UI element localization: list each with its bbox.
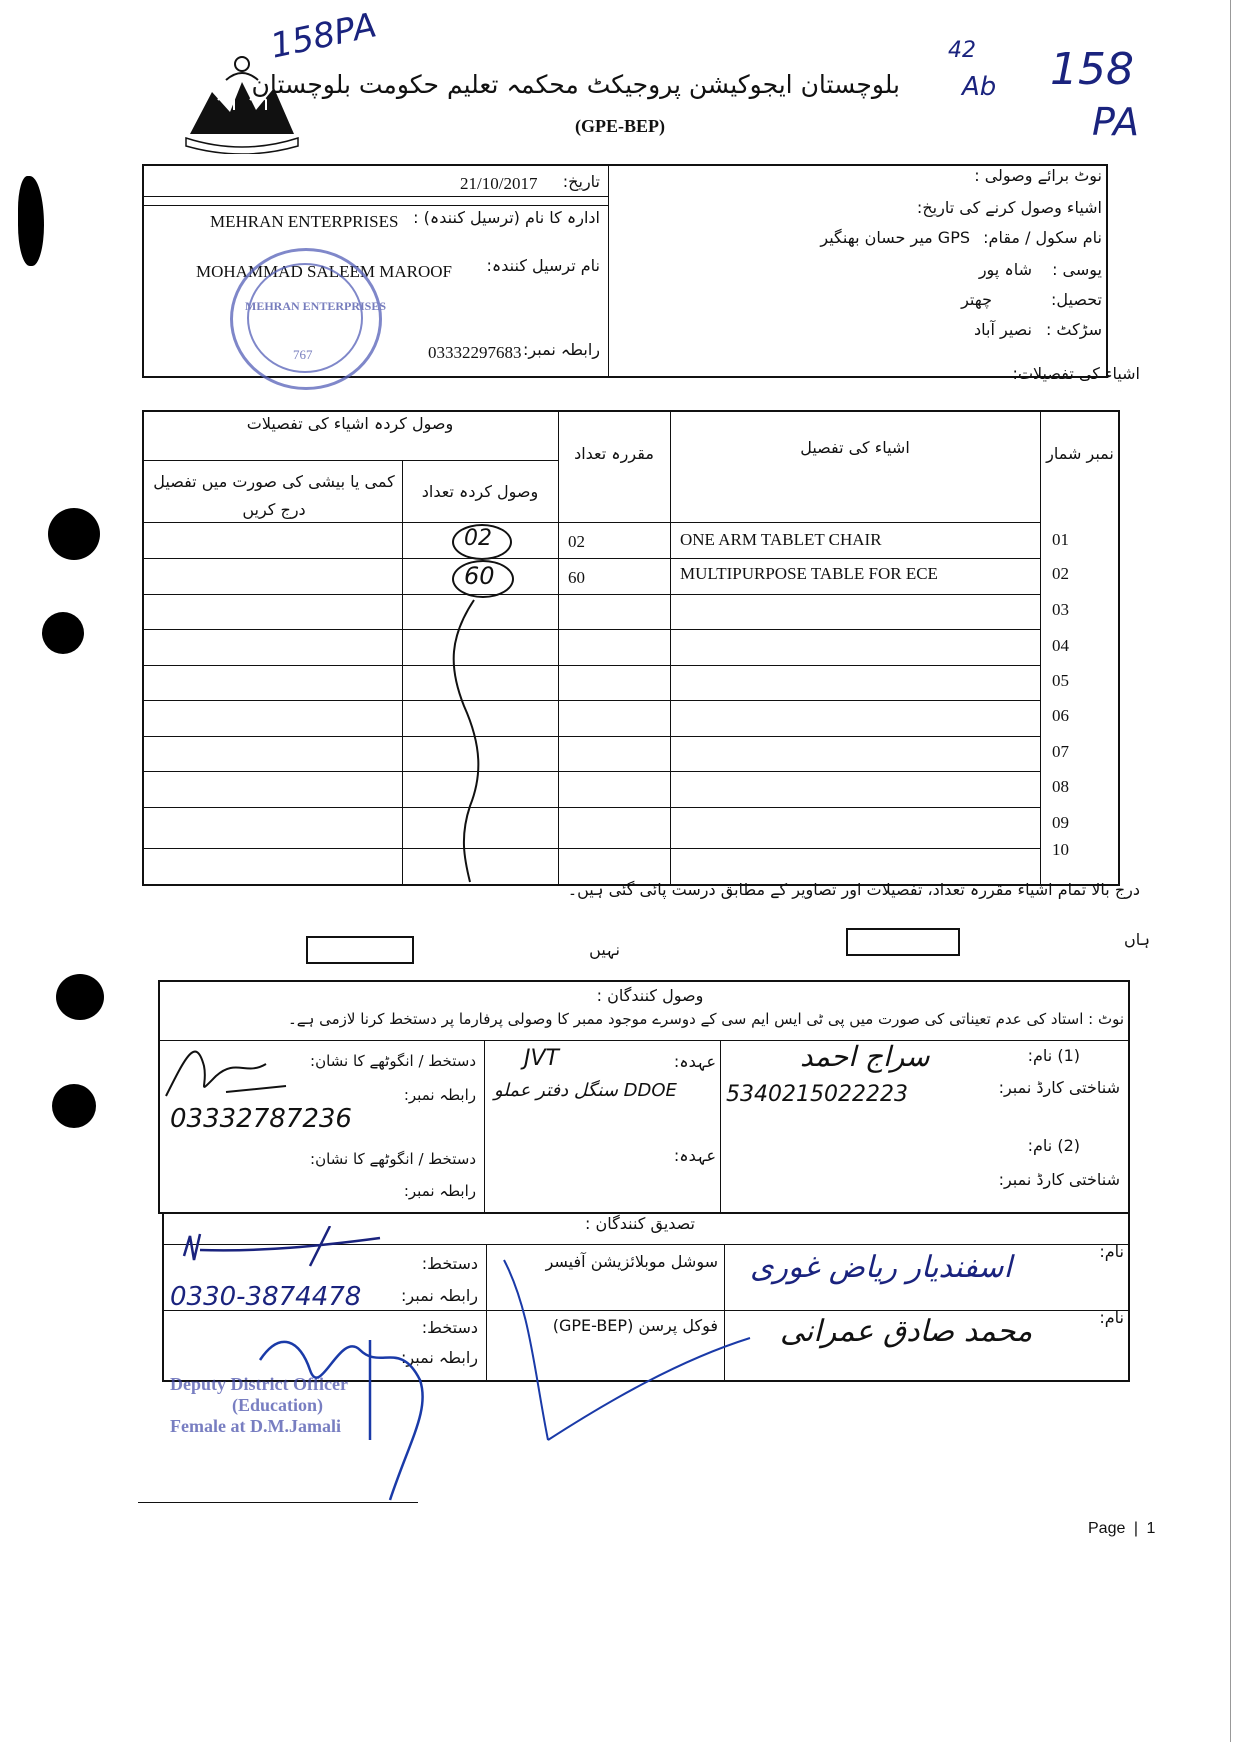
row-serial: 07 bbox=[1052, 742, 1069, 761]
district-label: سڑکٹ : bbox=[1045, 320, 1102, 339]
receiver1-contact-label: رابطہ نمبر: bbox=[403, 1086, 476, 1104]
receivers-note: نوٹ : استاد کی عدم تعیناتی کی صورت میں پی ٹی ایس ایم سی کے دوسرے موجود ممبر کا وصولی پرفارما پر دستخط کرنا لازمی ہے۔ bbox=[287, 1010, 1124, 1028]
receiver2-sign-label: دستخط / انگوٹھے کا نشان: bbox=[310, 1150, 476, 1168]
punch-hole bbox=[52, 1084, 96, 1128]
receive-date-label: اشیاء وصول کرنے کی تاریخ: bbox=[916, 198, 1102, 217]
header-details: اشیاء کی تفصیل bbox=[800, 438, 910, 457]
page-label: Page bbox=[1088, 1520, 1126, 1537]
uc-label: یوسی : bbox=[1052, 260, 1102, 279]
sender-value: MOHAMMAD SALEEM MAROOF bbox=[196, 262, 452, 281]
row-received-qty: 02 bbox=[464, 526, 492, 551]
verifier1-name-label: نام: bbox=[1099, 1242, 1124, 1261]
officer-signature bbox=[250, 1320, 490, 1510]
verifier2-sign-label: دستخط: bbox=[421, 1318, 478, 1337]
district-value: نصیر آباد bbox=[974, 320, 1032, 339]
page-number: 1 bbox=[1146, 1520, 1156, 1537]
yes-checkbox[interactable] bbox=[846, 928, 960, 956]
receiver1-name-label: (1) نام: bbox=[1027, 1046, 1080, 1065]
verifier1-contact-label: رابطہ نمبر: bbox=[401, 1286, 478, 1305]
blue-pen-stroke bbox=[500, 1250, 760, 1450]
receiver1-cnic-label: شناختی کارڈ نمبر: bbox=[998, 1078, 1120, 1097]
firm-value: MEHRAN ENTERPRISES bbox=[210, 212, 399, 231]
company-stamp bbox=[230, 248, 387, 390]
stamp-line3: Female at D.M.Jamali bbox=[170, 1416, 341, 1436]
receiver2-contact-label: رابطہ نمبر: bbox=[403, 1182, 476, 1200]
contact-label: رابطہ نمبر: bbox=[523, 340, 600, 359]
receiver1-signature bbox=[156, 1036, 296, 1106]
receiver1-cnic-value: 5340215022223 bbox=[726, 1082, 908, 1107]
page-footer: Page | 1 bbox=[1088, 1520, 1156, 1537]
row-item-name: MULTIPURPOSE TABLE FOR ECE bbox=[680, 564, 938, 583]
verifier2-role: فوکل پرسن (GPE-BEP) bbox=[552, 1316, 718, 1335]
verifier2-name-label: نام: bbox=[1099, 1308, 1124, 1327]
row-item-name: ONE ARM TABLET CHAIR bbox=[680, 530, 882, 549]
verifier1-signature bbox=[180, 1226, 400, 1276]
annotation-pa: PA bbox=[1092, 100, 1140, 144]
note-for-receipt: نوٹ برائے وصولی : bbox=[974, 166, 1102, 185]
contact-value: 03332297683 bbox=[428, 343, 522, 362]
torn-edge-mark bbox=[18, 176, 44, 266]
header-subtitle: (GPE-BEP) bbox=[575, 116, 665, 136]
receiver2-designation-label: عہدہ: bbox=[673, 1146, 716, 1165]
receiver1-designation-extra: DDOE سنگل دفتر عملو bbox=[494, 1080, 677, 1101]
receiver1-name-value: سراج احمد bbox=[800, 1040, 930, 1073]
stamp-text: MEHRAN ENTERPRISES bbox=[245, 299, 387, 313]
punch-hole bbox=[48, 508, 100, 560]
receivers-title: وصول کنندگان : bbox=[596, 986, 704, 1005]
annotation-ab: Ab bbox=[962, 72, 997, 102]
uc-value: شاہ پور bbox=[978, 260, 1032, 279]
header-serial: نمبر شمار bbox=[1046, 444, 1114, 463]
no-checkbox[interactable] bbox=[306, 936, 414, 964]
header-title: بلوچستان ایجوکیشن پروجیکٹ محکمہ تعلیم حکومت بلوچستان bbox=[251, 70, 900, 99]
confirmation-statement: درج بالا تمام اشیاء مقررہ تعداد، تفصیلات اور تصاویر کے مطابق درست پائی گئی ہیں۔ bbox=[567, 880, 1140, 899]
receiver1-sign-label: دستخط / انگوٹھے کا نشان: bbox=[310, 1052, 476, 1070]
verifier2-name-value: محمد صادق عمرانی bbox=[780, 1314, 1033, 1349]
row-serial: 05 bbox=[1052, 671, 1069, 690]
items-section-title: اشیاء کی تفصیلات: bbox=[1012, 364, 1140, 383]
blank-rows-scribble bbox=[430, 596, 510, 886]
receiver2-name-label: (2) نام: bbox=[1027, 1136, 1080, 1155]
receiver2-cnic-label: شناختی کارڈ نمبر: bbox=[998, 1170, 1120, 1189]
annotation-158pa-left: 158PA bbox=[267, 5, 380, 67]
stamp-line2: (Education) bbox=[232, 1395, 324, 1415]
verifier1-sign-label: دستخط: bbox=[421, 1254, 478, 1273]
header-fixed-qty: مقررہ تعداد bbox=[574, 444, 654, 463]
row-serial: 09 bbox=[1052, 813, 1069, 832]
school-value: GPS میر حسان بھنگیر bbox=[820, 228, 970, 247]
row-received-qty: 60 bbox=[464, 562, 495, 590]
punch-hole bbox=[42, 612, 84, 654]
row-serial: 02 bbox=[1052, 564, 1069, 583]
row-fixed-qty: 60 bbox=[568, 568, 585, 587]
receiver1-designation-label: عہدہ: bbox=[673, 1052, 716, 1071]
row-serial: 10 bbox=[1052, 840, 1069, 859]
date-label: تاریخ: bbox=[562, 172, 600, 191]
tehsil-label: تحصیل: bbox=[1051, 290, 1102, 309]
row-serial: 04 bbox=[1052, 636, 1069, 655]
verifier1-role: سوشل موبلائزیشن آفیسر bbox=[545, 1252, 718, 1271]
punch-hole bbox=[56, 974, 104, 1020]
row-fixed-qty: 02 bbox=[568, 532, 585, 551]
header-received-qty: وصول کردہ تعداد bbox=[421, 482, 539, 501]
row-serial: 06 bbox=[1052, 706, 1069, 725]
row-serial: 08 bbox=[1052, 777, 1069, 796]
no-label: نہیں bbox=[589, 940, 620, 959]
receiver1-contact-value: 03332787236 bbox=[170, 1104, 352, 1134]
row-serial: 03 bbox=[1052, 600, 1069, 619]
header-shortage: کمی یا بیشی کی صورت میں تفصیل درج کریں bbox=[153, 472, 395, 519]
tehsil-value: چھتر bbox=[961, 290, 992, 309]
yes-label: ہاں bbox=[1124, 930, 1150, 949]
stamp-line1: Deputy District Officer bbox=[170, 1374, 348, 1394]
receiver1-designation-value: JVT bbox=[524, 1046, 559, 1071]
verifier2-contact-label: رابطہ نمبر: bbox=[401, 1348, 478, 1367]
stamp-number: 767 bbox=[293, 347, 313, 362]
firm-label: ادارہ کا نام (ترسیل کنندہ) : bbox=[413, 208, 600, 227]
verifier1-contact-value: 0330-3874478 bbox=[170, 1282, 362, 1312]
header-received-group: وصول کردہ اشیاء کی تفصیلات bbox=[246, 414, 454, 433]
date-value: 21/10/2017 bbox=[460, 174, 538, 193]
school-label: نام سکول / مقام: bbox=[983, 228, 1102, 247]
verifier1-name-value: اسفندیار ریاض غوری bbox=[750, 1250, 1012, 1285]
sender-label: نام ترسیل کنندہ: bbox=[486, 256, 600, 275]
annotation-42: 42 bbox=[948, 38, 976, 63]
verifiers-title: تصدیق کنندگان : bbox=[585, 1214, 695, 1233]
row-serial: 01 bbox=[1052, 530, 1069, 549]
annotation-158: 158 bbox=[1050, 44, 1134, 95]
